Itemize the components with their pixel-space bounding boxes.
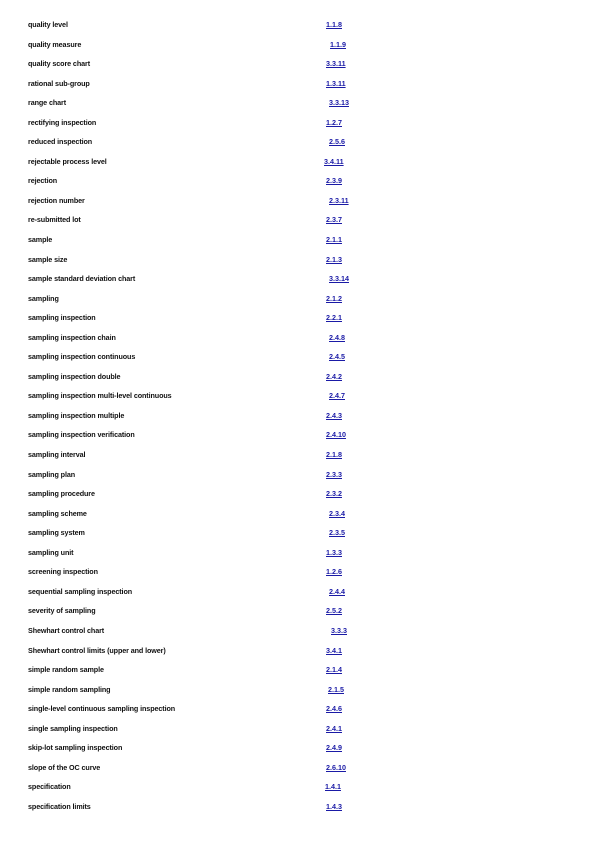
- index-term: rectifying inspection: [28, 117, 97, 127]
- index-term: severity of sampling: [28, 606, 96, 616]
- index-list: [0, 15, 595, 816]
- index-entry: [0, 406, 595, 426]
- index-term: specification limits: [28, 801, 91, 811]
- section-reference-link[interactable]: 3.4.11: [324, 156, 344, 166]
- section-reference-link[interactable]: 2.1.2: [326, 293, 342, 303]
- index-term: simple random sample: [28, 665, 104, 675]
- section-reference-link[interactable]: 3.3.14: [329, 274, 349, 284]
- index-term: sampling inspection multi-level continuous: [28, 391, 172, 401]
- section-reference-link[interactable]: 3.4.1: [326, 645, 342, 655]
- index-entry: [0, 543, 595, 563]
- section-reference-link[interactable]: 2.4.9: [326, 743, 342, 753]
- index-term: single sampling inspection: [28, 723, 118, 733]
- index-term: reduced inspection: [28, 137, 93, 147]
- section-reference-link[interactable]: 1.1.8: [326, 20, 342, 29]
- index-term: Shewhart control limits (upper and lower): [28, 645, 166, 655]
- section-reference-link[interactable]: 2.3.2: [326, 489, 342, 499]
- section-reference-link[interactable]: 2.4.5: [329, 352, 345, 362]
- index-entry: [0, 425, 595, 445]
- index-entry: [0, 367, 595, 387]
- index-entry: [0, 386, 595, 406]
- section-reference-link[interactable]: 2.1.8: [326, 450, 342, 460]
- index-entry: [0, 523, 595, 543]
- section-reference-link[interactable]: 1.2.7: [326, 117, 342, 127]
- section-reference-link[interactable]: 2.1.1: [326, 235, 342, 245]
- section-reference-link[interactable]: 2.1.4: [326, 665, 342, 675]
- section-reference-link[interactable]: 2.1.5: [328, 684, 344, 694]
- index-entry: [0, 484, 595, 504]
- index-term: sample standard deviation chart: [28, 274, 136, 284]
- index-entry: [0, 445, 595, 465]
- index-entry: [0, 289, 595, 309]
- section-reference-link[interactable]: 1.1.9: [330, 39, 346, 49]
- index-term: sampling inspection multiple: [28, 410, 125, 420]
- index-term: skip-lot sampling inspection: [28, 743, 123, 753]
- index-entry: [0, 680, 595, 700]
- section-reference-link[interactable]: 2.6.10: [326, 762, 346, 772]
- index-term: sampling inspection: [28, 313, 96, 323]
- index-entry: [0, 113, 595, 133]
- index-entry: [0, 601, 595, 621]
- index-entry: [0, 54, 595, 74]
- index-term: re-submitted lot: [28, 215, 81, 225]
- index-entry: [0, 641, 595, 661]
- index-term: Shewhart control chart: [28, 625, 105, 635]
- index-entry: [0, 308, 595, 328]
- index-entry: [0, 699, 595, 719]
- index-entry: [0, 152, 595, 172]
- index-term: slope of the OC curve: [28, 762, 101, 772]
- index-term: sampling inspection verification: [28, 430, 135, 440]
- section-reference-link[interactable]: 2.4.1: [326, 723, 342, 733]
- section-reference-link[interactable]: 3.3.13: [329, 98, 349, 108]
- index-term: sampling unit: [28, 547, 74, 557]
- section-reference-link[interactable]: 2.4.10: [326, 430, 346, 440]
- index-entry: [0, 269, 595, 289]
- index-term: sampling: [28, 293, 59, 303]
- index-term: quality level: [28, 20, 68, 29]
- index-entry: [0, 230, 595, 250]
- index-entry: [0, 35, 595, 55]
- index-term: rejection: [28, 176, 58, 186]
- section-reference-link[interactable]: 2.4.7: [329, 391, 345, 401]
- index-entry: [0, 250, 595, 270]
- index-entry: [0, 210, 595, 230]
- section-reference-link[interactable]: 2.3.9: [326, 176, 342, 186]
- index-term: quality score chart: [28, 59, 91, 69]
- section-reference-link[interactable]: 1.2.6: [326, 567, 342, 577]
- section-reference-link[interactable]: 1.4.3: [326, 801, 342, 811]
- index-entry: [0, 171, 595, 191]
- section-reference-link[interactable]: 2.4.3: [326, 410, 342, 420]
- index-entry: [0, 719, 595, 739]
- index-term: specification: [28, 782, 71, 792]
- section-reference-link[interactable]: 2.4.8: [329, 332, 345, 342]
- index-term: sampling plan: [28, 469, 76, 479]
- section-reference-link[interactable]: 2.3.7: [326, 215, 342, 225]
- index-term: sampling interval: [28, 450, 86, 460]
- index-term: quality measure: [28, 39, 82, 49]
- section-reference-link[interactable]: 2.5.2: [326, 606, 342, 616]
- index-entry: [0, 504, 595, 524]
- index-entry: [0, 621, 595, 641]
- section-reference-link[interactable]: 2.2.1: [326, 313, 342, 323]
- index-term: rejection number: [28, 195, 85, 205]
- section-reference-link[interactable]: 2.5.6: [329, 137, 345, 147]
- section-reference-link[interactable]: 3.3.11: [326, 59, 346, 69]
- index-term: sampling inspection chain: [28, 332, 116, 342]
- section-reference-link[interactable]: 1.3.3: [326, 547, 342, 557]
- index-entry: [0, 93, 595, 113]
- index-term: sampling system: [28, 528, 85, 538]
- section-reference-link[interactable]: 3.3.3: [331, 625, 347, 635]
- index-entry: [0, 758, 595, 778]
- index-entry: [0, 132, 595, 152]
- section-reference-link[interactable]: 2.4.4: [329, 586, 345, 596]
- section-reference-link[interactable]: 2.3.3: [326, 469, 342, 479]
- index-term: sampling inspection double: [28, 371, 121, 381]
- index-term: range chart: [28, 98, 67, 108]
- index-entry: [0, 582, 595, 602]
- section-reference-link[interactable]: 2.3.11: [329, 195, 349, 205]
- index-term: sampling inspection continuous: [28, 352, 136, 362]
- section-reference-link[interactable]: 1.4.1: [325, 782, 341, 792]
- index-term: sampling scheme: [28, 508, 87, 518]
- index-entry: [0, 15, 595, 35]
- index-entry: [0, 738, 595, 758]
- index-entry: [0, 777, 595, 797]
- index-entry: [0, 74, 595, 94]
- index-entry: [0, 797, 595, 817]
- index-term: sequential sampling inspection: [28, 586, 133, 596]
- section-reference-link[interactable]: 2.1.3: [326, 254, 342, 264]
- index-entry: [0, 347, 595, 367]
- index-term: rational sub-group: [28, 78, 90, 88]
- index-entry: [0, 191, 595, 211]
- index-term: sample: [28, 235, 53, 245]
- index-term: sample size: [28, 254, 68, 264]
- section-reference-link[interactable]: 2.4.2: [326, 371, 342, 381]
- index-entry: [0, 562, 595, 582]
- section-reference-link[interactable]: 2.3.5: [329, 528, 345, 538]
- index-entry: [0, 465, 595, 485]
- index-term: screening inspection: [28, 567, 98, 577]
- index-term: simple random sampling: [28, 684, 111, 694]
- index-term: rejectable process level: [28, 156, 107, 166]
- section-reference-link[interactable]: 2.4.6: [326, 704, 342, 714]
- index-term: single-level continuous sampling inspection: [28, 704, 176, 714]
- index-entry: [0, 660, 595, 680]
- section-reference-link[interactable]: 2.3.4: [329, 508, 345, 518]
- index-entry: [0, 328, 595, 348]
- section-reference-link[interactable]: 1.3.11: [326, 78, 346, 88]
- index-term: sampling procedure: [28, 489, 95, 499]
